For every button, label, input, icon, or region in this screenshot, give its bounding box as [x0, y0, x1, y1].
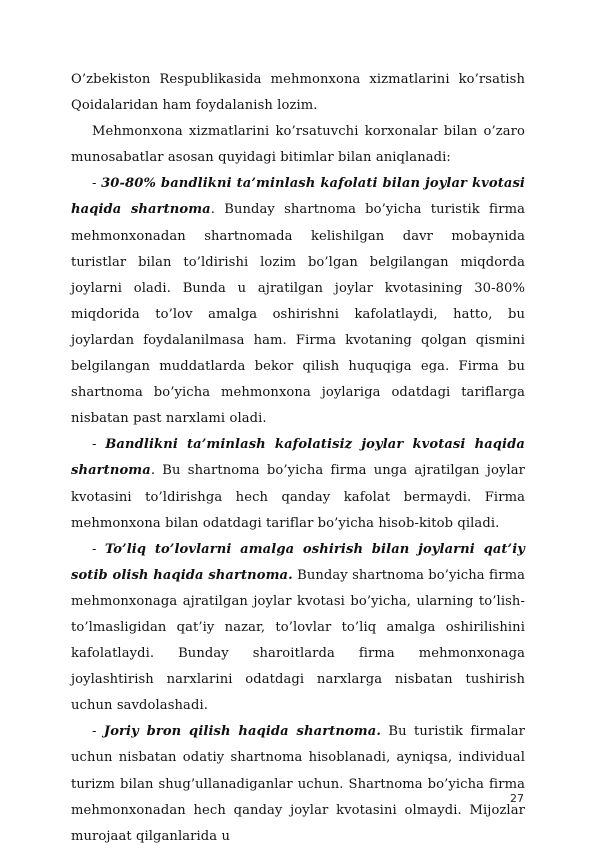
document-page: [71, 67, 525, 850]
paragraph-2: Mehmonxona xizmatlarini ko’rsatuvchi korxonalar bilan o’zaro munosabatlar asosan quyidagi bitimlar bilan aniqlanadi:: [71, 124, 525, 166]
list-dash: -: [92, 541, 105, 557]
list-item-2: [71, 432, 525, 536]
paragraph-1: O’zbekiston Respublikasida mehmonxona xizmatlarini ko’rsatish Qoidalaridan ham foydalanish lozim.: [71, 72, 525, 114]
list-item-1: [71, 171, 525, 432]
list-item-1-body: . Bunday shartnoma bo’yicha turistik firma mehmonxonadan shartnomada kelishilgan davr mobaynida turistlar bilan to’ldirishi lozim bo’lgan belgilangan miqdorda joylarni oladi. Bunda u ajratilgan joylar kvotasining 30-80% miqdorida to’lov amalga oshirishni kafolatlaydi, hatto, bu joylardan foydalanilmasa ham. Firma kvotaning qolgan qismini belgilangan muddatlarda bekor qilish huquqiga ega. Firma bu shartnoma bo’yicha mehmonxona joylariga odatdagi tariflarga nisbatan past narxlami oladi.: [71, 202, 525, 427]
list-item-4-title: Joriy bron qilish haqida shartnoma.: [103, 724, 382, 740]
list-item-2-title: Bandlikni ta’minlash kafolatisiz joylar kvotasi haqida shartnoma: [71, 437, 525, 479]
page-number: 27: [510, 792, 524, 805]
list-item-2-body: . Bu shartnoma bo’yicha firma unga ajratilgan joylar kvotasini to’ldirishga hech qanday kafolat bermaydi. Firma mehmonxona bilan odatdagi tariflar bo’yicha hisob-kitob qiladi.: [71, 463, 525, 531]
list-item-3-title: To’liq to’lovlarni amalga oshirish bilan joylarni qat’iy sotib olish haqida shartnoma.: [71, 541, 525, 583]
list-item-3-body: Bunday shartnoma bo’yicha firma mehmonxonaga ajratilgan joylar kvotasi bo’yicha, ularning to’lish-to’lmasligidan qat’iy nazar, to’lovlar to’liq amalga oshirilishini kafolatlaydi. Bunday sharoitlarda firma mehmonxonaga joylashtirish narxlarini odatdagi narxlarga nisbatan tushirish uchun savdolashadi.: [71, 567, 525, 714]
list-item-4-body: Bu turistik firmalar uchun nisbatan odatiy shartnoma hisoblanadi, ayniqsa, individual turizm bilan shug’ullanadiganlar uchun. Shartnoma bo’yicha firma mehmonxonadan hech qanday joylar kvotasini olmaydi. Mijozlar murojaat qilganlarida u: [71, 724, 525, 844]
list-dash: -: [92, 724, 104, 740]
list-dash: -: [92, 437, 106, 453]
list-dash: -: [92, 176, 102, 192]
list-item-1-title: 30-80% bandlikni ta’minlash kafolati bilan joylar kvotasi haqida shartnoma: [71, 176, 525, 218]
list-item-4: [71, 719, 525, 849]
list-item-3: [71, 537, 525, 720]
